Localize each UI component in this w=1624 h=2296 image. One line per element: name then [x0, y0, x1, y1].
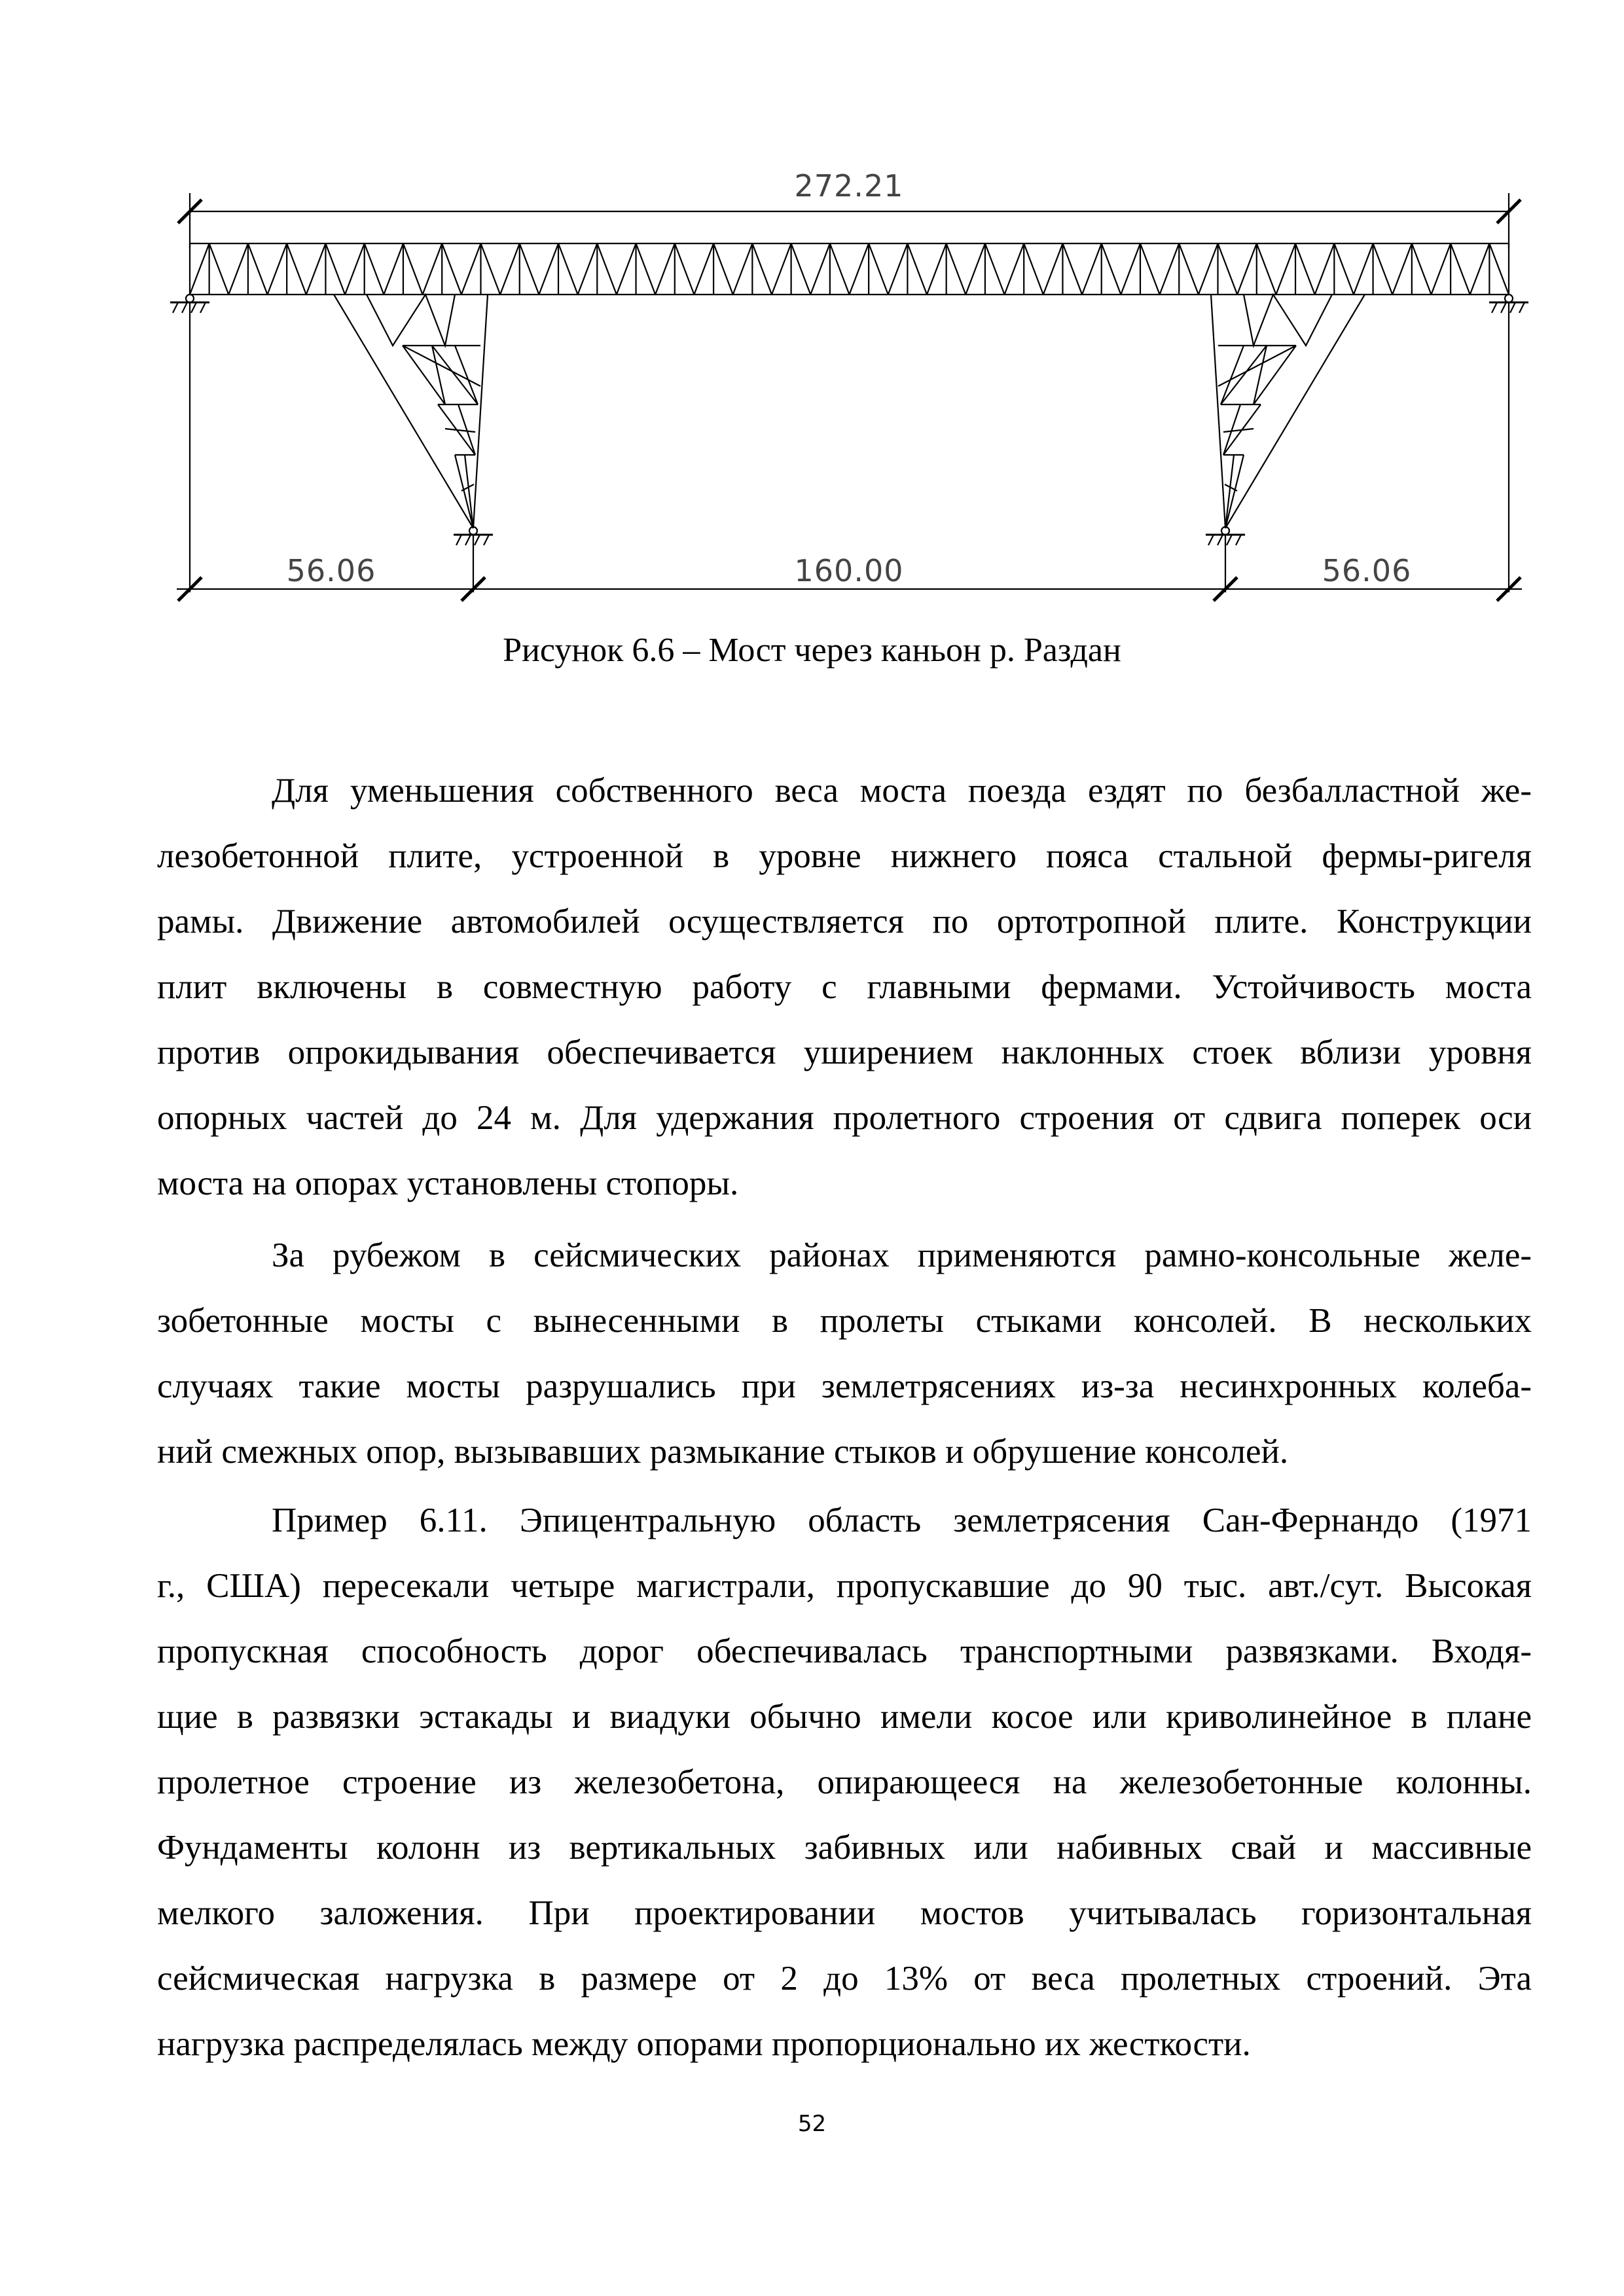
text-line: зобетонные мосты с вынесенными в пролеты стыками консолей. В нескольких	[157, 1302, 1532, 1340]
paragraph-3	[157, 1488, 1532, 2077]
truss-diagonal	[306, 243, 326, 295]
text-line: опорных частей до 24 м. Для удержания пролетного строения от сдвига поперек оси	[157, 1099, 1532, 1137]
truss-diagonal	[1334, 243, 1354, 295]
truss-diagonal	[810, 243, 830, 295]
text-line: Для уменьшения собственного веса моста поезда ездят по безбалластной же-	[272, 772, 1532, 810]
truss-diagonal	[1062, 243, 1082, 295]
truss-diagonal	[500, 243, 520, 295]
truss-diagonal	[539, 243, 558, 295]
bridge-drawing	[144, 164, 1545, 622]
truss-diagonal	[345, 243, 365, 295]
truss-diagonal	[850, 243, 869, 295]
truss-diagonal	[1121, 243, 1140, 295]
dimension-total: 272.21	[794, 168, 904, 204]
truss-diagonal	[617, 243, 636, 295]
truss-diagonal	[268, 243, 287, 295]
truss-diagonal	[869, 243, 888, 295]
truss-diagonal	[655, 243, 675, 295]
text-line: лезобетонной плите, устроенной в уровне нижнего пояса стальной фермы-ригеля	[157, 837, 1532, 875]
truss-diagonal	[1160, 243, 1180, 295]
truss-diagonal	[1412, 243, 1432, 295]
truss-diagonal	[520, 243, 539, 295]
text-line: сейсмическая нагрузка в размере от 2 до 13% от веса пролетных строений. Эта	[157, 1960, 1532, 1998]
right-inclined-leg	[1211, 295, 1365, 528]
truss-diagonal	[384, 243, 403, 295]
truss-diagonal	[1024, 243, 1043, 295]
text-line: Пример 6.11. Эпицентральную область землетрясения Сан-Фернандо (1971	[272, 1501, 1532, 1539]
text-line: щие в развязки эстакады и виадуки обычно имели косое или криволинейное в плане	[157, 1698, 1532, 1736]
page-number: 52	[797, 2111, 827, 2137]
truss-diagonal	[287, 243, 306, 295]
dimension-center-span: 160.00	[794, 553, 904, 588]
text-line: нагрузка распределялась между опорами пропорционально их жесткости.	[157, 2025, 1251, 2063]
truss-diagonal	[888, 243, 908, 295]
text-line: г., США) пересекали четыре магистрали, пропускавшие до 90 тыс. авт./сут. Высокая	[157, 1567, 1532, 1605]
truss-diagonal	[675, 243, 695, 295]
truss-diagonal	[791, 243, 811, 295]
truss-diagonal	[1237, 243, 1257, 295]
truss-diagonal	[772, 243, 791, 295]
truss-diagonal	[1431, 243, 1451, 295]
text-line: пролетное строение из железобетона, опирающееся на железобетонные колонны.	[157, 1763, 1532, 1801]
truss-diagonal	[1451, 243, 1470, 295]
dimension-right-span: 56.06	[1322, 553, 1412, 588]
truss-diagonal	[733, 243, 753, 295]
truss-diagonal	[1140, 243, 1160, 295]
text-line: ний смежных опор, вызывавших размыкание стыков и обрушение консолей.	[157, 1433, 1289, 1471]
truss-web	[190, 243, 1509, 295]
text-line: случаях такие мосты разрушались при землетрясениях из-за несинхронных колеба-	[157, 1367, 1532, 1405]
truss-diagonal	[423, 243, 442, 295]
truss-diagonal	[1199, 243, 1218, 295]
truss-diagonal	[461, 243, 481, 295]
truss-diagonal	[597, 243, 617, 295]
truss-diagonal	[636, 243, 656, 295]
truss-diagonal	[248, 243, 268, 295]
text-line: Фундаменты колонн из вертикальных забивных или набивных свай и массивные	[157, 1829, 1532, 1867]
truss-diagonal	[1295, 243, 1315, 295]
truss-diagonal	[1354, 243, 1373, 295]
truss-diagonal	[1315, 243, 1335, 295]
truss-diagonal	[480, 243, 500, 295]
text-line: мелкого заложения. При проектировании мостов учитывалась горизонтальная	[157, 1894, 1532, 1932]
text-line: против опрокидывания обеспечивается уширением наклонных стоек вблизи уровня	[157, 1033, 1532, 1071]
truss-diagonal	[578, 243, 598, 295]
truss-diagonal	[1276, 243, 1295, 295]
truss-diagonal	[713, 243, 733, 295]
bridge-figure	[144, 164, 1545, 622]
truss-diagonal	[1392, 243, 1412, 295]
truss-diagonal	[558, 243, 578, 295]
truss-diagonal	[365, 243, 384, 295]
truss-diagonal	[694, 243, 713, 295]
truss-diagonal	[965, 243, 985, 295]
truss-diagonal	[752, 243, 772, 295]
truss-diagonal	[442, 243, 461, 295]
truss-diagonal	[1005, 243, 1024, 295]
paragraph-1	[157, 758, 1532, 1216]
truss-diagonal	[209, 243, 229, 295]
truss-diagonal	[325, 243, 345, 295]
truss-diagonal	[1373, 243, 1393, 295]
truss-diagonal	[403, 243, 423, 295]
truss-diagonal	[830, 243, 850, 295]
figure-caption: Рисунок 6.6 – Мост через каньон р. Раздан	[503, 632, 1121, 669]
text-line: моста на опорах установлены стопоры.	[157, 1164, 739, 1202]
truss-diagonal	[190, 243, 209, 295]
text-line: пропускная способность дорог обеспечивалась транспортными развязками. Входя-	[157, 1632, 1532, 1670]
dimension-left-span: 56.06	[286, 553, 376, 588]
left-inclined-leg	[334, 295, 488, 528]
truss-diagonal	[1082, 243, 1102, 295]
truss-diagonal	[907, 243, 927, 295]
truss-diagonal	[1218, 243, 1238, 295]
truss-diagonal	[985, 243, 1005, 295]
truss-diagonal	[927, 243, 947, 295]
truss-diagonal	[1179, 243, 1199, 295]
truss-diagonal	[947, 243, 966, 295]
truss-diagonal	[1470, 243, 1490, 295]
truss-diagonal	[1102, 243, 1121, 295]
truss-diagonal	[1043, 243, 1063, 295]
truss-diagonal	[1489, 243, 1509, 295]
text-line: плит включены в совместную работу с главными фермами. Устойчивость моста	[157, 968, 1532, 1006]
truss-diagonal	[1257, 243, 1276, 295]
truss-diagonal	[228, 243, 248, 295]
paragraph-2	[157, 1223, 1532, 1484]
text-line: рамы. Движение автомобилей осуществляется по ортотропной плите. Конструкции	[157, 903, 1532, 941]
text-line: За рубежом в сейсмических районах применяются рамно-консольные желе-	[272, 1236, 1532, 1274]
